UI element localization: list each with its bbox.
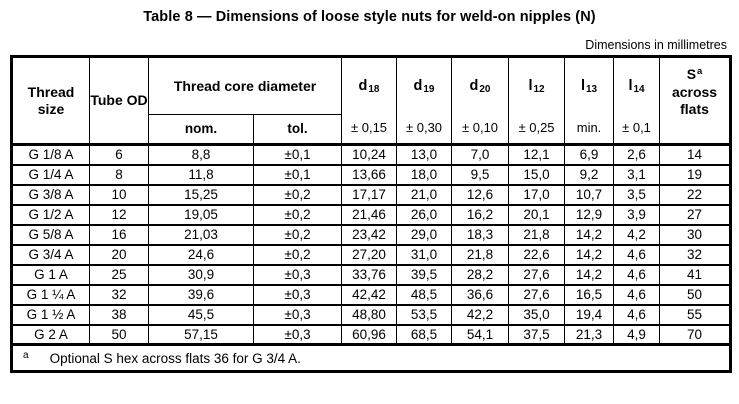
table-cell: 24,6 bbox=[149, 245, 254, 265]
table-cell: ±0,1 bbox=[254, 145, 342, 165]
table-cell: ±0,2 bbox=[254, 225, 342, 245]
table-cell: ±0,1 bbox=[254, 165, 342, 185]
table-cell: 18,0 bbox=[397, 165, 452, 185]
table-cell: 17,17 bbox=[342, 185, 397, 205]
col-header-tol: tol. bbox=[254, 114, 342, 144]
table-cell: G 1/8 A bbox=[12, 145, 90, 165]
col-header-tube-od: Tube OD bbox=[90, 57, 149, 145]
table-cell: 50 bbox=[660, 285, 731, 305]
table-cell: 4,6 bbox=[614, 285, 660, 305]
tolerance-l13: min. bbox=[576, 120, 602, 136]
table-cell: 30,9 bbox=[149, 265, 254, 285]
table-cell: 4,2 bbox=[614, 225, 660, 245]
table-row bbox=[12, 165, 731, 185]
table-header bbox=[12, 57, 731, 145]
tolerance-d20: ± 0,10 bbox=[461, 120, 499, 136]
col-header-s-across-flats bbox=[660, 57, 731, 145]
table-cell: ±0,3 bbox=[254, 325, 342, 345]
table-cell: 25 bbox=[90, 265, 149, 285]
footnote-marker: a bbox=[23, 349, 29, 361]
table-cell: 16,2 bbox=[452, 205, 509, 225]
table-cell: 39,6 bbox=[149, 285, 254, 305]
table-cell: 14,2 bbox=[565, 265, 614, 285]
table-cell: 10 bbox=[90, 185, 149, 205]
table-cell: G 5/8 A bbox=[12, 225, 90, 245]
symbol-l12: l 12 bbox=[528, 77, 545, 96]
col-header-thread-core-diameter: Thread core diameter bbox=[149, 57, 342, 115]
table-row bbox=[12, 285, 731, 305]
table-cell: 14,2 bbox=[565, 245, 614, 265]
dimensions-table bbox=[10, 55, 732, 373]
table-cell: G 1 ¼ A bbox=[12, 285, 90, 305]
table-cell: 3,5 bbox=[614, 185, 660, 205]
table-cell: 10,24 bbox=[342, 145, 397, 165]
table-cell: ±0,2 bbox=[254, 185, 342, 205]
table-cell: 4,9 bbox=[614, 325, 660, 345]
table-cell: 32 bbox=[660, 245, 731, 265]
table-cell: ±0,3 bbox=[254, 305, 342, 325]
table-row bbox=[12, 185, 731, 205]
table-cell: 33,76 bbox=[342, 265, 397, 285]
table-cell: 48,80 bbox=[342, 305, 397, 325]
table-cell: 21,3 bbox=[565, 325, 614, 345]
table-cell: 10,7 bbox=[565, 185, 614, 205]
col-header-d19 bbox=[397, 57, 452, 145]
tolerance-d19: ± 0,30 bbox=[405, 120, 443, 136]
table-cell: ±0,3 bbox=[254, 265, 342, 285]
table-cell: 16,5 bbox=[565, 285, 614, 305]
table-cell: 4,6 bbox=[614, 305, 660, 325]
table-cell: 3,1 bbox=[614, 165, 660, 185]
table-cell: 8,8 bbox=[149, 145, 254, 165]
table-cell: 30 bbox=[660, 225, 731, 245]
table-cell: 18,3 bbox=[452, 225, 509, 245]
footnote-text: Optional S hex across flats 36 for G 3/4 A. bbox=[49, 350, 301, 366]
table-cell: 42,2 bbox=[452, 305, 509, 325]
table-cell: ±0,2 bbox=[254, 245, 342, 265]
table-cell: G 1/2 A bbox=[12, 205, 90, 225]
table-cell: 15,25 bbox=[149, 185, 254, 205]
tolerance-l12: ± 0,25 bbox=[518, 120, 555, 136]
table-cell: 13,0 bbox=[397, 145, 452, 165]
table-cell: 60,96 bbox=[342, 325, 397, 345]
table-row bbox=[12, 145, 731, 165]
table-cell: 50 bbox=[90, 325, 149, 345]
table-cell: 14,2 bbox=[565, 225, 614, 245]
symbol-l13: l 13 bbox=[580, 77, 598, 96]
table-cell: 21,8 bbox=[509, 225, 565, 245]
table-cell: 37,5 bbox=[509, 325, 565, 345]
table-cell: 19,05 bbox=[149, 205, 254, 225]
table-cell: 27,6 bbox=[509, 285, 565, 305]
table-cell: 41 bbox=[660, 265, 731, 285]
table-cell: 32 bbox=[90, 285, 149, 305]
table-cell: 45,5 bbox=[149, 305, 254, 325]
table-cell: 54,1 bbox=[452, 325, 509, 345]
table-cell: ±0,2 bbox=[254, 205, 342, 225]
table-row bbox=[12, 265, 731, 285]
symbol-d19: d 19 bbox=[413, 77, 435, 96]
table-cell: 42,42 bbox=[342, 285, 397, 305]
table-cell: 48,5 bbox=[397, 285, 452, 305]
table-cell: 6,9 bbox=[565, 145, 614, 165]
table-footer bbox=[12, 345, 731, 372]
table-cell: 21,8 bbox=[452, 245, 509, 265]
table-cell: 4,6 bbox=[614, 265, 660, 285]
table-row bbox=[12, 205, 731, 225]
col-header-d20 bbox=[452, 57, 509, 145]
table-cell: 23,42 bbox=[342, 225, 397, 245]
s-across-flats-label: across flats bbox=[671, 83, 718, 117]
table-cell: G 1 A bbox=[12, 265, 90, 285]
symbol-s: $S^a$ bbox=[686, 66, 703, 82]
table-cell: 6 bbox=[90, 145, 149, 165]
table-cell: G 3/8 A bbox=[12, 185, 90, 205]
table-cell: 35,0 bbox=[509, 305, 565, 325]
symbol-d18: d 18 bbox=[358, 77, 380, 96]
table-cell: 38 bbox=[90, 305, 149, 325]
table-cell: 14 bbox=[660, 145, 731, 165]
table-cell: 57,15 bbox=[149, 325, 254, 345]
table-cell: 27,6 bbox=[509, 265, 565, 285]
table-cell: 28,2 bbox=[452, 265, 509, 285]
table-cell: 70 bbox=[660, 325, 731, 345]
table-cell: 9,2 bbox=[565, 165, 614, 185]
table-cell: 21,0 bbox=[397, 185, 452, 205]
table-cell: 26,0 bbox=[397, 205, 452, 225]
table-cell: 12 bbox=[90, 205, 149, 225]
symbol-l14: l 14 bbox=[628, 77, 645, 96]
col-header-nom: nom. bbox=[149, 114, 254, 144]
col-header-thread-size: Thread size bbox=[12, 57, 90, 145]
table-cell: 20,1 bbox=[509, 205, 565, 225]
table-cell: 13,66 bbox=[342, 165, 397, 185]
table-cell: 11,8 bbox=[149, 165, 254, 185]
table-cell: G 1 ½ A bbox=[12, 305, 90, 325]
table-cell: 27 bbox=[660, 205, 731, 225]
table-row bbox=[12, 245, 731, 265]
footnote-cell bbox=[12, 345, 731, 372]
table-cell: 22 bbox=[660, 185, 731, 205]
table-cell: 12,1 bbox=[509, 145, 565, 165]
dimensions-note: Dimensions in millimetres bbox=[585, 38, 727, 52]
col-header-d18 bbox=[342, 57, 397, 145]
table-cell: 7,0 bbox=[452, 145, 509, 165]
col-header-l12 bbox=[509, 57, 565, 145]
table-cell: 15,0 bbox=[509, 165, 565, 185]
table-cell: 12,9 bbox=[565, 205, 614, 225]
table-cell: 21,03 bbox=[149, 225, 254, 245]
table-cell: 27,20 bbox=[342, 245, 397, 265]
col-header-l14 bbox=[614, 57, 660, 145]
table-cell: ±0,3 bbox=[254, 285, 342, 305]
header-row-main bbox=[12, 57, 731, 115]
table-cell: 36,6 bbox=[452, 285, 509, 305]
table-title: Table 8 — Dimensions of loose style nuts for weld-on nipples (N) bbox=[143, 9, 596, 25]
table-cell: 22,6 bbox=[509, 245, 565, 265]
table-cell: 17,0 bbox=[509, 185, 565, 205]
symbol-d20: d 20 bbox=[469, 77, 491, 96]
table-cell: G 2 A bbox=[12, 325, 90, 345]
table-row bbox=[12, 305, 731, 325]
table-cell: 20 bbox=[90, 245, 149, 265]
tolerance-d18: ± 0,15 bbox=[350, 120, 388, 136]
table-cell: 39,5 bbox=[397, 265, 452, 285]
table-cell: 19 bbox=[660, 165, 731, 185]
table-cell: 3,9 bbox=[614, 205, 660, 225]
col-header-l13 bbox=[565, 57, 614, 145]
table-cell: 29,0 bbox=[397, 225, 452, 245]
table-row bbox=[12, 325, 731, 345]
table-cell: 21,46 bbox=[342, 205, 397, 225]
table-cell: G 3/4 A bbox=[12, 245, 90, 265]
table-cell: 31,0 bbox=[397, 245, 452, 265]
table-body bbox=[12, 145, 731, 345]
tolerance-l14: ± 0,1 bbox=[622, 120, 651, 136]
table-cell: 4,6 bbox=[614, 245, 660, 265]
table-row bbox=[12, 225, 731, 245]
table-cell: 8 bbox=[90, 165, 149, 185]
table-cell: 2,6 bbox=[614, 145, 660, 165]
footnote-row bbox=[12, 345, 731, 372]
table-cell: G 1/4 A bbox=[12, 165, 90, 185]
table-cell: 19,4 bbox=[565, 305, 614, 325]
table-cell: 68,5 bbox=[397, 325, 452, 345]
table-cell: 9,5 bbox=[452, 165, 509, 185]
table-cell: 16 bbox=[90, 225, 149, 245]
table-cell: 53,5 bbox=[397, 305, 452, 325]
table-cell: 12,6 bbox=[452, 185, 509, 205]
table-cell: 55 bbox=[660, 305, 731, 325]
